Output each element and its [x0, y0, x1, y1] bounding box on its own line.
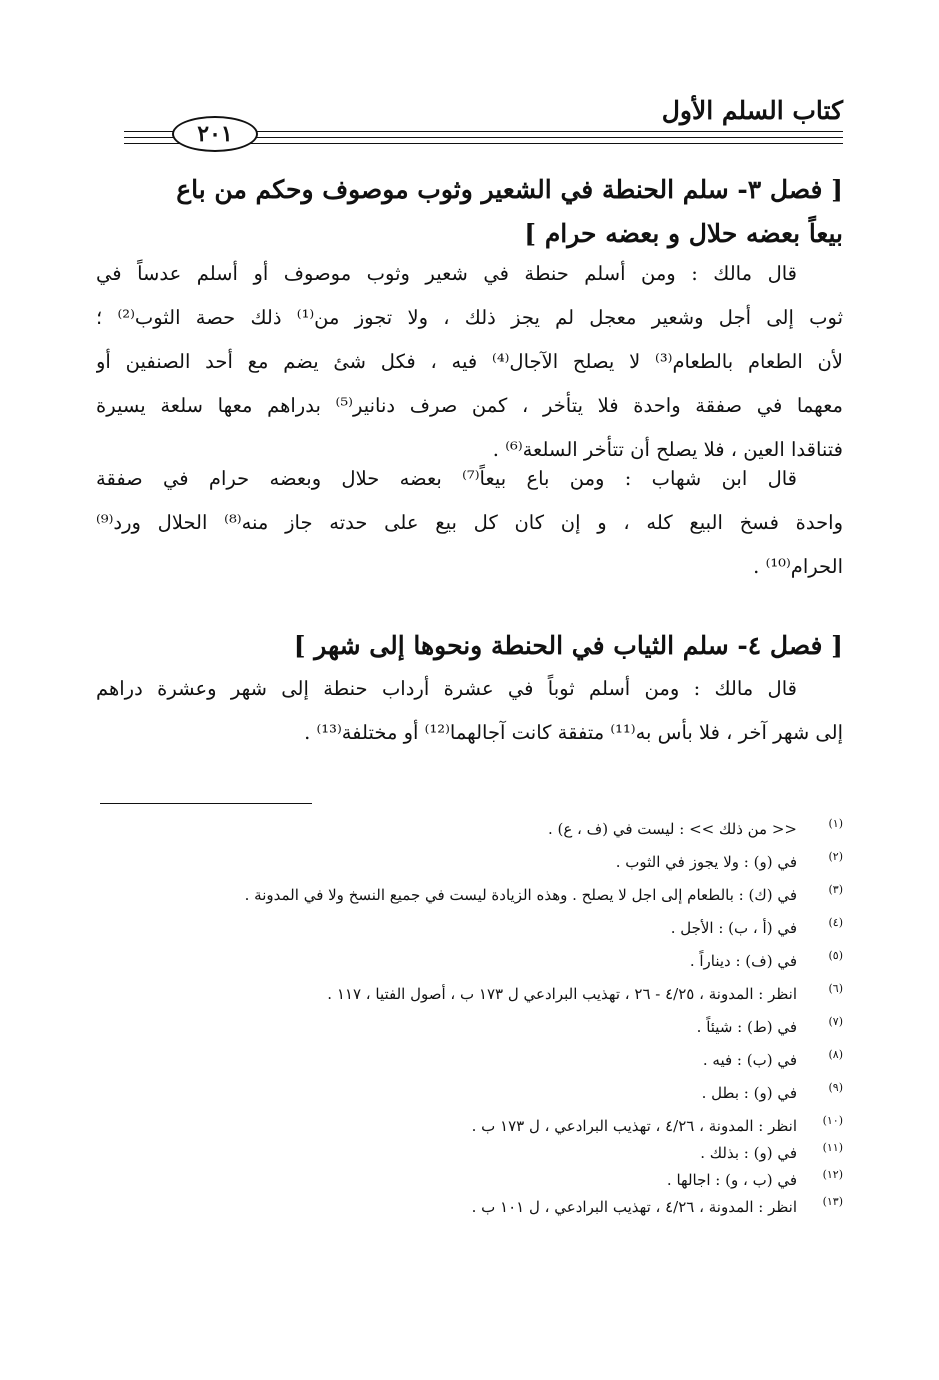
- footnote: [100, 846, 843, 879]
- page-number: ٢٠١: [172, 116, 258, 152]
- footnote-text: في (و) : بذلك .: [700, 1144, 797, 1162]
- footnote-number: (٣): [828, 883, 843, 896]
- section-3-heading: [96, 168, 843, 256]
- footnote-text: في (و) : ولا يجوز في الثوب .: [615, 853, 797, 871]
- section-3-heading-line-1: [ فصل ٣- سلم الحنطة في الشعير وثوب موصوف وحكم من باع: [176, 175, 843, 204]
- footnote-number: (١١): [822, 1141, 843, 1154]
- footnote-text: في (ف) : ديناراً .: [689, 952, 797, 970]
- footnote-number: (٨): [828, 1048, 843, 1061]
- footnotes: [100, 813, 843, 1218]
- section-4-heading-line: [ فصل ٤- سلم الثياب في الحنطة ونحوها إلى شهر ]: [293, 631, 843, 660]
- text-line: قال ابن شهاب : ومن باع بيعاً⁽⁷⁾ بعضه حلال وبعضه حرام في صفقة: [96, 467, 797, 490]
- footnote: [100, 1110, 843, 1137]
- footnote: [100, 978, 843, 1011]
- footnote: [100, 1077, 843, 1110]
- footnote-number: (٩): [828, 1081, 843, 1094]
- footnote-number: (٤): [828, 916, 843, 929]
- footnote-number: (١٣): [822, 1195, 843, 1208]
- footnote: [100, 1011, 843, 1044]
- text-line: فتناقدا العين ، فلا يصلح أن تتأخر السلعة⁽⁶⁾ .: [492, 438, 843, 461]
- section-3-paragraph-1: [96, 252, 843, 472]
- footnote: [100, 912, 843, 945]
- footnote: [100, 879, 843, 912]
- footnote-text: في (ك) : بالطعام إلى اجل لا يصلح . وهذه الزيادة ليست في جميع النسخ ولا في المدونة .: [244, 886, 797, 904]
- footnote-number: (١٢): [822, 1168, 843, 1181]
- section-3-heading-line-2: بيعاً بعضه حلال و بعضه حرام ]: [524, 219, 843, 248]
- text-line: قال مالك : ومن أسلم ثوباً في عشرة أرداب حنطة إلى شهر وعشرة دراهم: [96, 677, 797, 700]
- footnote-number: (٢): [828, 850, 843, 863]
- footnote-text: في (ب ، و) : اجالها .: [666, 1171, 797, 1189]
- text-line: لأن الطعام بالطعام⁽³⁾ لا يصلح الآجال⁽⁴⁾ فيه ، فكل شئ يضم مع أحد الصنفين أو: [96, 350, 843, 373]
- footnote: [100, 1137, 843, 1164]
- footnote-text: في (أ ، ب) : الأجل .: [670, 919, 797, 937]
- text-line: واحدة فسخ البيع كله ، و إن كان كل بيع على حدته جاز منه⁽⁸⁾ الحلال ورد⁽⁹⁾: [96, 511, 843, 534]
- footnote-separator: [100, 803, 312, 804]
- footnote: [100, 1044, 843, 1077]
- footnote: [100, 1164, 843, 1191]
- section-4-paragraph-1: [96, 667, 843, 755]
- footnote-number: (٦): [828, 982, 843, 995]
- footnote-text: انظر : المدونة ، ٤/٢٥ - ٢٦ ، تهذيب البرادعي ل ١٧٣ ب ، أصول الفتيا ، ١١٧ .: [327, 985, 797, 1003]
- footnote-text: في (و) : بطل .: [701, 1084, 797, 1102]
- text-line: ثوب إلى أجل وشعير معجل لم يجز ذلك ، ولا تجوز من⁽¹⁾ ذلك حصة الثوب⁽²⁾ ؛: [96, 306, 843, 329]
- running-header-title: كتاب السلم الأول: [661, 96, 843, 125]
- footnote-text: في (ط) : شيئاً .: [696, 1018, 797, 1036]
- section-3-paragraph-2: [96, 457, 843, 589]
- text-line: إلى شهر آخر ، فلا بأس به⁽¹¹⁾ متفقة كانت آجالهما⁽¹²⁾ أو مختلفة⁽¹³⁾ .: [304, 721, 843, 744]
- footnote: [100, 1191, 843, 1218]
- text-line: معهما في صفقة واحدة فلا يتأخر ، كمن صرف دنانير⁽⁵⁾ بدراهم معها سلعة يسيرة: [96, 394, 843, 417]
- footnote-text: في (ب) : فيه .: [702, 1051, 797, 1069]
- footnote: [100, 813, 843, 846]
- footnote-number: (١٠): [822, 1114, 843, 1127]
- footnote-text: انظر : المدونة ، ٤/٢٦ ، تهذيب البرادعي ، ل ١٧٣ ب .: [471, 1117, 797, 1135]
- text-line: قال مالك : ومن أسلم حنطة في شعير وثوب موصوف أو أسلم عدساً في: [96, 262, 797, 285]
- section-4-heading: [96, 624, 843, 668]
- footnote-number: (٧): [828, 1015, 843, 1028]
- footnote: [100, 945, 843, 978]
- footnote-number: (١): [828, 817, 843, 830]
- text-line: الحرام⁽¹⁰⁾ .: [753, 555, 843, 578]
- footnote-text: انظر : المدونة ، ٤/٢٦ ، تهذيب البرادعي ، ل ١٠١ ب .: [471, 1198, 797, 1216]
- footnote-text: << من ذلك >> : ليست في (ف ، ع) .: [547, 820, 797, 838]
- footnote-number: (٥): [828, 949, 843, 962]
